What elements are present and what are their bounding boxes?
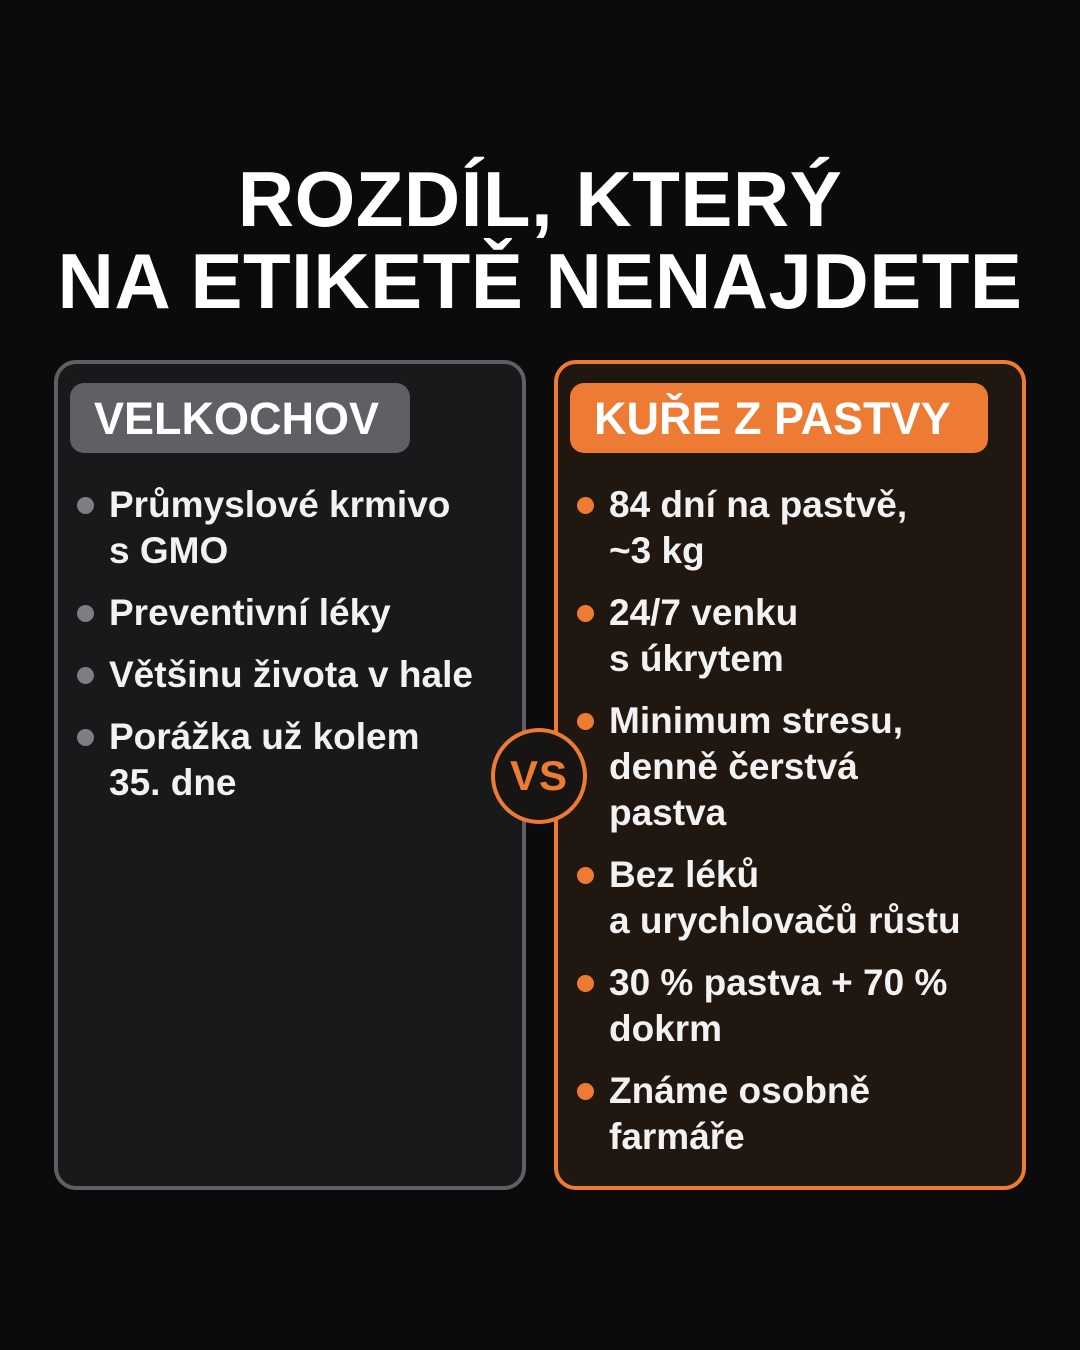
item-line: Preventivní léky: [109, 592, 391, 633]
item-line: Minimum stresu,: [609, 700, 903, 741]
item-line: Porážka už kolem: [109, 716, 420, 757]
bullet-icon: [577, 497, 594, 514]
headline: [0, 155, 1080, 325]
item-line: Známe osobně: [609, 1070, 871, 1111]
list-item: [58, 590, 522, 636]
list-item: [558, 960, 1022, 1052]
list-item: [58, 714, 522, 806]
pasture-label: KUŘE Z PASTVY: [570, 383, 988, 453]
list-item: [558, 698, 1022, 836]
bullet-icon: [77, 667, 94, 684]
bullet-icon: [577, 1083, 594, 1100]
bullet-icon: [77, 605, 94, 622]
headline-line-1: ROZDÍL, KTERÝ: [237, 155, 843, 243]
list-item: [558, 482, 1022, 574]
item-line: Bez léků: [609, 854, 760, 895]
list-item: [558, 852, 1022, 944]
item-line: denně čerstvá: [609, 746, 858, 787]
item-line: ~3 kg: [609, 530, 705, 571]
item-line: s úkrytem: [609, 638, 784, 679]
list-item: [58, 482, 522, 574]
bullet-icon: [577, 867, 594, 884]
bullet-icon: [577, 975, 594, 992]
item-line: 35. dne: [109, 762, 237, 803]
pasture-panel: [554, 360, 1026, 1190]
bullet-icon: [577, 605, 594, 622]
item-line: 30 % pastva + 70 %: [609, 962, 948, 1003]
item-line: Průmyslové krmivo: [109, 484, 451, 525]
item-line: pastva: [609, 792, 727, 833]
item-line: Většinu života v hale: [109, 654, 473, 695]
pasture-list: [558, 482, 1022, 1176]
bullet-icon: [577, 713, 594, 730]
item-line: 84 dní na pastvě,: [609, 484, 908, 525]
item-line: farmáře: [609, 1116, 745, 1157]
item-line: 24/7 venku: [609, 592, 799, 633]
bullet-icon: [77, 729, 94, 746]
conventional-label: VELKOCHOV: [70, 383, 410, 453]
list-item: [558, 1068, 1022, 1160]
item-line: a urychlovačů růstu: [609, 900, 961, 941]
conventional-list: [58, 482, 522, 822]
bullet-icon: [77, 497, 94, 514]
item-line: dokrm: [609, 1008, 723, 1049]
versus-badge: VS: [491, 728, 587, 824]
headline-line-2: NA ETIKETĚ NENAJDETE: [57, 237, 1023, 325]
list-item: [558, 590, 1022, 682]
item-line: s GMO: [109, 530, 229, 571]
list-item: [58, 652, 522, 698]
conventional-panel: [54, 360, 526, 1190]
